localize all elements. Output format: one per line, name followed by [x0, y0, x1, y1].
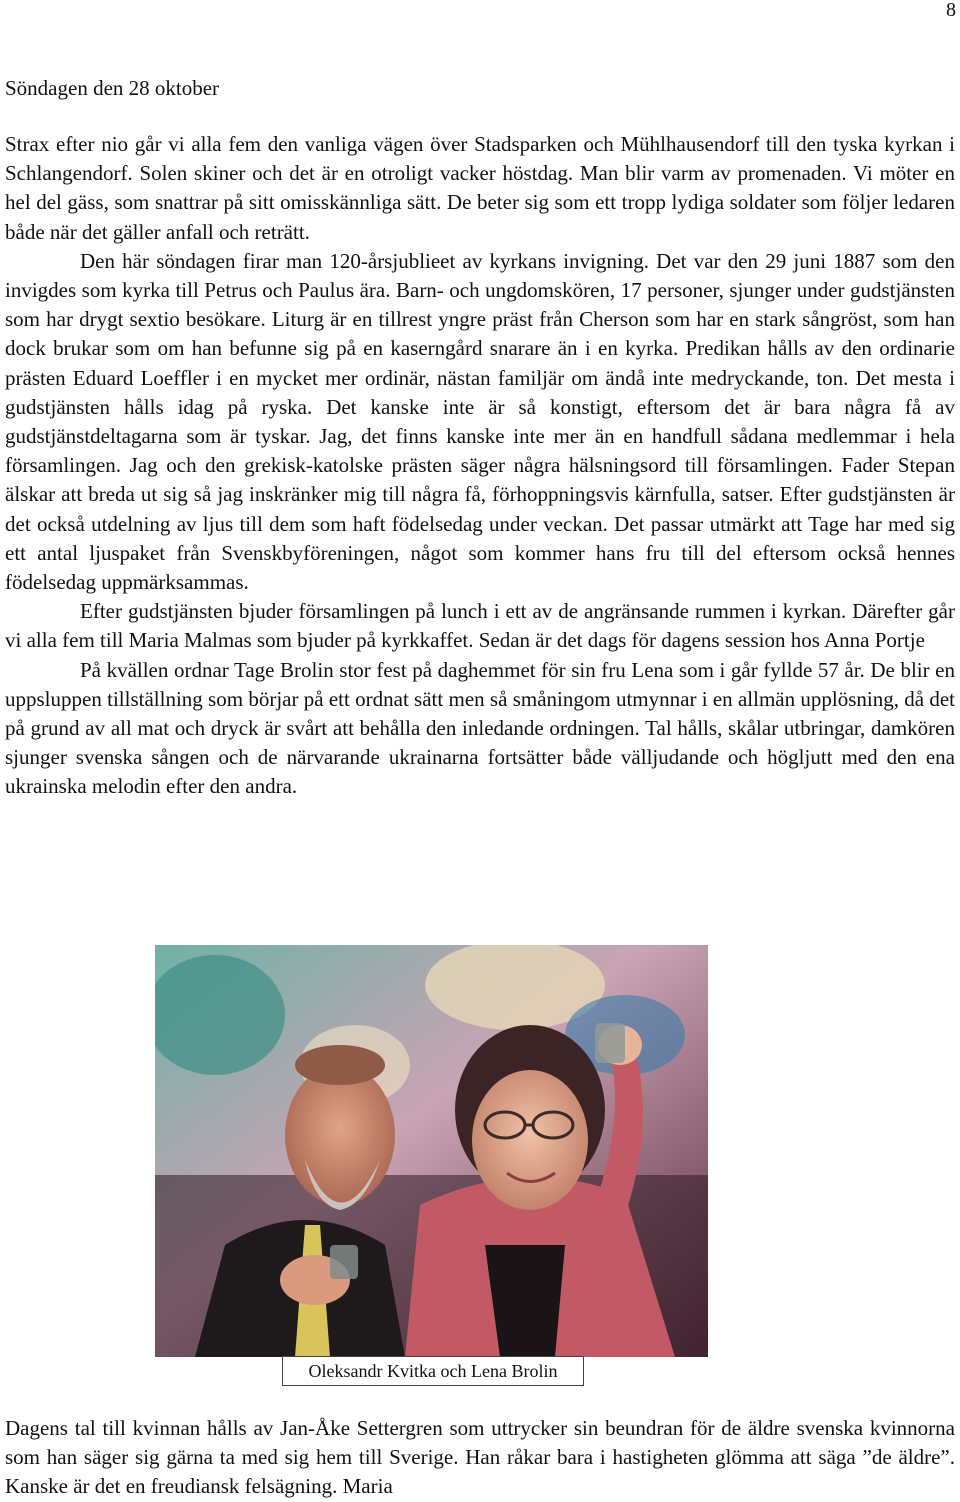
paragraph-5: Dagens tal till kvinnan hålls av Jan-Åke Settergren som uttrycker sin beundran för de äldre svenska kvinnorna som han säger sig gärna ta med sig hem till Sverige. Han råkar bara i hastigheten glömma att säga ”de äldre”. Kanske är det en freudiansk felsägning. Maria [5, 1416, 955, 1499]
photo-image [155, 945, 708, 1357]
page-number: 8 [946, 0, 956, 21]
paragraph-3: Efter gudstjänsten bjuder församlingen på lunch i ett av de angränsande rummen i kyrkan. Därefter går vi alla fem till Maria Malmas som bjuder på kyrkkaffet. Sedan är det dags för dagens session hos Anna Portje [5, 599, 955, 653]
photo-caption: Oleksandr Kvitka och Lena Brolin [282, 1356, 584, 1386]
paragraph-1: Strax efter nio går vi alla fem den vanliga vägen över Stadsparken och Mühlhausendorf till den tyska kyrkan i Schlangendorf. Solen skiner och det är en otroligt vacker höstdag. Man blir varm av promenaden. Vi möter en hel del gäss, som snattrar på sitt omisskännliga sätt. De beter sig som ett tropp lydiga soldater som följer ledaren både när det gäller anfall och reträtt. [5, 132, 955, 244]
paragraph-4: På kvällen ordnar Tage Brolin stor fest på daghemmet för sin fru Lena som i går fyllde 57 år. De blir en uppsluppen tillställning som börjar på ett ordnat sätt men så småningom utmynnar i en allmän upplösning, då det på grund av all mat och dryck är svårt att behålla den inledande ordningen. Tal hålls, skålar utbringar, damkören sjunger svenska sången och de närvarande ukrainarna fortsätter både välljudande och högljutt med den ena ukrainska melodin efter den andra. [5, 657, 955, 799]
paragraph-2: Den här söndagen firar man 120-årsjublieet av kyrkans invigning. Det var den 29 juni 1887 som den invigdes som kyrka till Petrus och Paulus ära. Barn- och ungdomskören, 17 personer, sjunger under gudstjänsten som har drygt sextio besökare. Liturg är en tillrest yngre präst från Cherson som har en stark sångröst, som han dock brukar som om han befunne sig på en kaserngård snarare än i en kyrka. Predikan hålls av den ordinarie prästen Eduard Loeffler i en mycket mer ordinär, nästan familjär om ändå inte medryckande, ton. Det mesta i gudstjänsten hålls idag på ryska. Det kanske inte är så konstigt, eftersom det är bara några få av gudstjänstdeltagarna som är tyskar. Jag, det finns kanske inte mer än en handfull sådana medlemmar i hela församlingen. Jag och den grekisk-katolske prästen säger några hälsningsord till församlingen. Fader Stepan älskar att breda ut sig så jag inskränker mig till några få, förhoppningsvis kärnfulla, satser. Efter gudstjänsten är det också utdelning av ljus till dem som haft födelsedag under veckan. Det passar utmärkt att Tage har med sig ett antal ljuspaket från Svenskbyföreningen, något som kommer hans fru till del eftersom också hennes födelsedag uppmärksammas. [5, 248, 955, 595]
section-heading: Söndagen den 28 oktober [5, 76, 220, 100]
photo [155, 945, 708, 1357]
bottom-text [5, 1414, 955, 1502]
body-text [5, 130, 955, 802]
